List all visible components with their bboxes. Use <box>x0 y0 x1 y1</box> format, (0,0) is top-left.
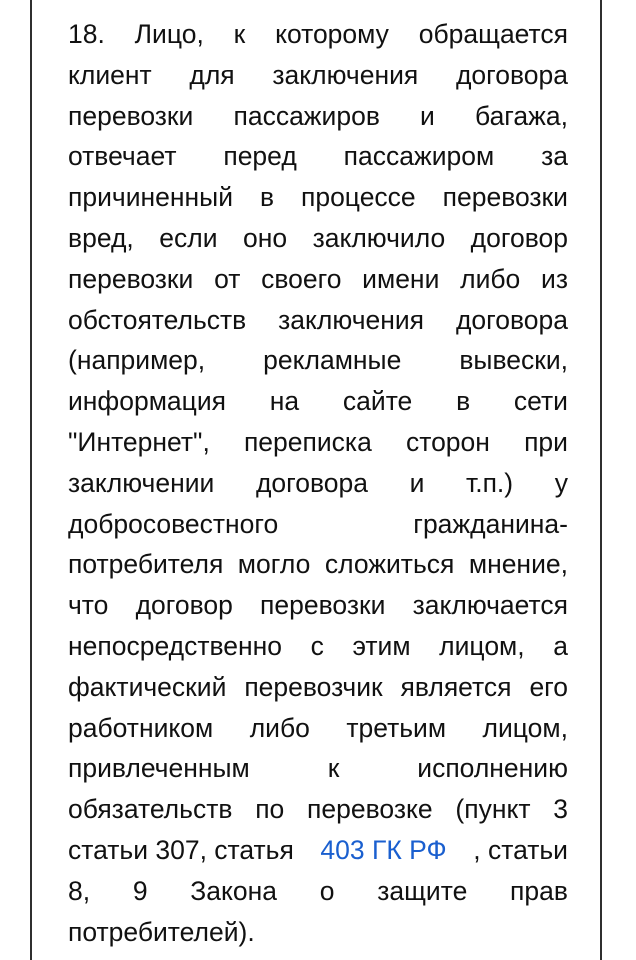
word: о <box>319 875 335 906</box>
word: является <box>400 671 512 702</box>
word: сети <box>513 386 568 417</box>
word: багажа, <box>475 100 568 131</box>
word: отвечает <box>68 141 177 172</box>
paragraph-line <box>68 504 568 545</box>
word: третьим <box>346 712 447 743</box>
word: и <box>409 467 425 498</box>
word: потребителя <box>68 549 224 580</box>
word: Лицо, <box>134 19 204 49</box>
word: могло <box>237 549 311 580</box>
paragraph-line <box>68 55 568 96</box>
word: гражданина- <box>413 508 568 539</box>
paragraph-line <box>68 340 568 381</box>
word: в <box>259 182 275 213</box>
paragraph-line <box>68 830 568 871</box>
word: заключении <box>68 467 215 498</box>
paragraph-line <box>68 789 568 830</box>
paragraph-line <box>68 300 568 341</box>
paragraph-line <box>68 259 568 300</box>
word: клиент <box>68 59 152 90</box>
paragraph-line <box>68 871 568 912</box>
word: перевозке <box>307 794 433 825</box>
word: с <box>310 630 324 661</box>
word: у <box>554 467 568 498</box>
word: переписка <box>243 426 372 457</box>
word: что <box>68 590 109 621</box>
word: которому <box>275 19 389 49</box>
word: оно <box>242 222 288 253</box>
left-border-line <box>30 0 32 960</box>
article-403-link[interactable]: 403 ГК РФ <box>320 834 447 865</box>
word: статьи 307, статья <box>68 834 294 865</box>
paragraph-line <box>68 96 568 137</box>
word: договор <box>470 222 568 253</box>
word: и <box>420 100 435 131</box>
word: имени <box>362 263 440 294</box>
word: рекламные <box>263 345 402 376</box>
paragraph-line <box>68 748 568 789</box>
word: информация <box>68 386 227 417</box>
word: 3 <box>553 794 568 825</box>
paragraph-line <box>68 626 568 667</box>
word: сложиться <box>324 549 455 580</box>
word: привлеченным <box>68 753 250 784</box>
word: исполнению <box>417 753 568 784</box>
word: лицом, <box>439 630 525 661</box>
word: лицом, <box>482 712 568 743</box>
word: перевозки <box>68 263 194 294</box>
word: договор <box>135 590 233 621</box>
word: пассажиров <box>233 100 380 131</box>
word: заключения <box>278 304 425 335</box>
word: 18. <box>68 19 105 49</box>
word: вывески, <box>459 345 568 376</box>
word: прав <box>510 875 568 906</box>
word: при <box>524 426 568 457</box>
paragraph-line <box>68 463 568 504</box>
word: сторон <box>405 426 490 457</box>
word: по <box>255 794 285 825</box>
paragraph-line <box>68 667 568 708</box>
word: перевозчик <box>244 671 383 702</box>
word: обязательств <box>68 794 233 825</box>
word: причиненный <box>68 182 233 213</box>
word: (пункт <box>455 794 531 825</box>
word: к <box>233 19 246 49</box>
word: договора <box>255 467 368 498</box>
word: своего <box>261 263 342 294</box>
word: т.п.) <box>466 467 514 498</box>
word: либо <box>249 712 310 743</box>
paragraph-line <box>68 585 568 626</box>
word: к <box>327 753 340 784</box>
word: его <box>529 671 568 702</box>
word: перевозки <box>68 100 194 131</box>
word: заключается <box>412 590 568 621</box>
word: мнение, <box>468 549 568 580</box>
word: 9 <box>132 875 148 906</box>
word: непосредственно <box>68 630 282 661</box>
word: на <box>269 386 300 417</box>
word: работником <box>68 712 214 743</box>
paragraph-line <box>68 381 568 422</box>
word: если <box>159 222 218 253</box>
word: перевозки <box>442 182 568 213</box>
word: защите <box>377 875 468 906</box>
word: перевозки <box>260 590 386 621</box>
word: вред, <box>68 222 134 253</box>
word: добросовестного <box>68 508 279 539</box>
law-paragraph <box>68 14 568 952</box>
word: обстоятельств <box>68 304 247 335</box>
word: в <box>456 386 471 417</box>
word: от <box>214 263 241 294</box>
word: фактический <box>68 671 227 702</box>
last-line-text: потребителей). <box>68 916 255 947</box>
right-border-line <box>600 0 602 960</box>
word: (например, <box>68 345 206 376</box>
word: договора <box>455 59 568 90</box>
paragraph-line <box>68 218 568 259</box>
paragraph-line <box>68 544 568 585</box>
paragraph-line-last <box>68 912 568 953</box>
word: заключило <box>312 222 446 253</box>
word: "Интернет", <box>68 426 210 457</box>
paragraph-line <box>68 177 568 218</box>
word: пассажиром <box>343 141 495 172</box>
word: либо <box>460 263 521 294</box>
paragraph-line <box>68 14 568 55</box>
word: а <box>553 630 568 661</box>
word: договора <box>455 304 568 335</box>
word: перед <box>223 141 297 172</box>
word: сайте <box>342 386 413 417</box>
word: Закона <box>190 875 278 906</box>
word: 8, <box>68 875 91 906</box>
word: для <box>189 59 235 90</box>
paragraph-line <box>68 422 568 463</box>
word: этим <box>352 630 411 661</box>
paragraph-line <box>68 708 568 749</box>
paragraph-line <box>68 136 568 177</box>
word: обращается <box>418 19 568 49</box>
word: за <box>541 141 568 172</box>
word: заключения <box>272 59 419 90</box>
word: из <box>541 263 568 294</box>
word: процессе <box>300 182 416 213</box>
word: , статьи <box>473 834 568 865</box>
